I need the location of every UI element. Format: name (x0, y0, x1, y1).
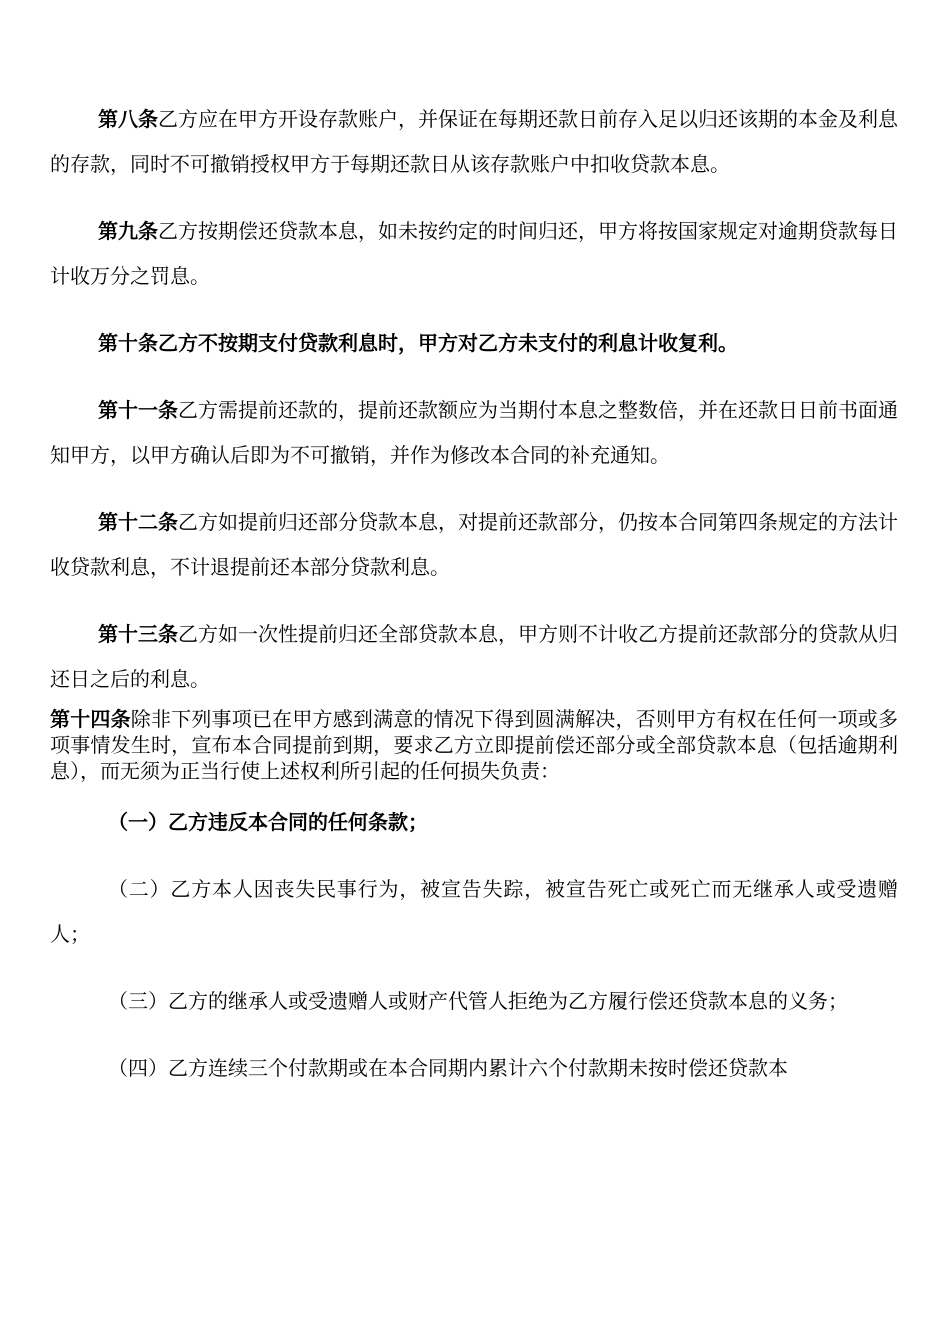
article-heading: 第八条 (98, 107, 158, 131)
list-item: （一）乙方违反本合同的任何条款； (108, 810, 428, 834)
article-11 (50, 388, 898, 478)
article-body: 乙方需提前还款的，提前还款额应为当期付本息之整数倍，并在还款日日前书面通知甲方，以甲方确认后即为不可撤销，并作为修改本合同的补充通知。 (50, 398, 898, 467)
list-item: （二）乙方本人因丧失民事行为，被宣告失踪，被宣告死亡或死亡而无继承人或受遗赠人； (50, 877, 898, 946)
article-10 (50, 321, 898, 366)
article-heading: 第十一条 (98, 398, 178, 422)
document-page (50, 97, 898, 1113)
article-heading: 第九条 (98, 219, 158, 243)
article-9 (50, 209, 898, 299)
list-item: （四）乙方连续三个付款期或在本合同期内累计六个付款期未按时偿还贷款本 (108, 1056, 788, 1080)
article-heading: 第十条 (98, 331, 158, 355)
article-body: 乙方按期偿还贷款本息，如未按约定的时间归还，甲方将按国家规定对逾期贷款每日计收万分之罚息。 (50, 219, 898, 288)
article-12 (50, 500, 898, 590)
article-13 (50, 612, 898, 702)
article-heading: 第十四条 (50, 707, 131, 731)
article-body: 乙方应在甲方开设存款账户，并保证在每期还款日前存入足以归还该期的本金及利息的存款，同时不可撤销授权甲方于每期还款日从该存款账户中扣收贷款本息。 (50, 107, 898, 176)
list-item: （三）乙方的继承人或受遗赠人或财产代管人拒绝为乙方履行偿还贷款本息的义务； (108, 989, 848, 1013)
article-body: 乙方如提前归还部分贷款本息，对提前还款部分，仍按本合同第四条规定的方法计收贷款利息，不计退提前还本部分贷款利息。 (50, 510, 898, 579)
article-heading: 第十二条 (98, 510, 178, 534)
article-body: 乙方如一次性提前归还全部贷款本息，甲方则不计收乙方提前还款部分的贷款从归还日之后的利息。 (50, 622, 898, 691)
article-14 (50, 706, 898, 784)
article-body: 乙方不按期支付贷款利息时，甲方对乙方未支付的利息计收复利。 (158, 331, 738, 355)
article-body: 除非下列事项已在甲方感到满意的情况下得到圆满解决，否则甲方有权在任何一项或多项事情发生时，宣布本合同提前到期，要求乙方立即提前偿还部分或全部贷款本息（包括逾期利息），而无须为正当行使上述权利所引起的任何损失负责： (50, 707, 899, 783)
article-8 (50, 97, 898, 187)
article-heading: 第十三条 (98, 622, 178, 646)
